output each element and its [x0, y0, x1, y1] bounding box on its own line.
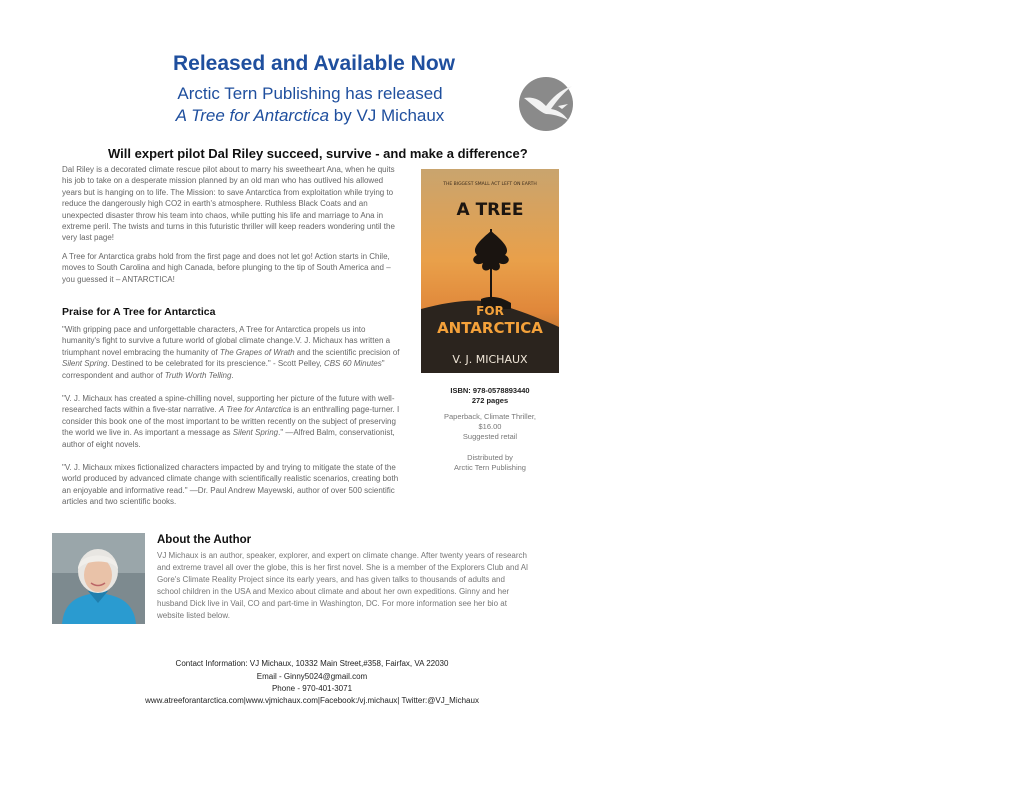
q1-e: . Destined to be celebrated for its prescience." - Scott Pelley, — [107, 359, 324, 369]
contact-email: Email - Ginny5024@gmail.com — [256, 672, 368, 681]
contact-phone: Phone - 970-401-3071 — [271, 684, 353, 693]
q2-e: ." —Alfred Balm, conservationist, author of eight novels. — [62, 428, 395, 449]
praise-quote-3: "V. J. Michaux mixes fictionalized characters impacted by and trying to mitigate the state of the world produced by advanced climate change with scientifically realistic scenarios, creating both an enjoyable and informative read." —Dr. Paul Andrew Mayewski, author of over 500 scientific articles and two scientific books. — [62, 463, 399, 507]
q2-a: "V. J. Michaux has created a spine-chilling novel, supporting her picture of the future with well-researched facts within a five-star narrative. — [62, 394, 395, 415]
book-cover — [421, 169, 559, 373]
price-note: Suggested retail — [462, 432, 518, 441]
arctic-tern-logo-icon — [518, 76, 574, 132]
q1-h: Truth Worth Telling — [164, 370, 232, 380]
q1-a: "With gripping pace and unforgettable characters, A Tree for Antarctica propels us into humanity's fight to survive a future world of global climate change.V. J. Michaux has written a triumphant novel embracing the humanity of — [62, 325, 391, 357]
q1-d: Silent Spring — [62, 359, 108, 369]
synopsis-paragraph-2: A Tree for Antarctica grabs hold from the first page and does not let go! Action starts in Chile, moves to South Carolina and high Canada, before plunging to the tip of South America and – you guessed it – ANTARCTICA! — [62, 252, 391, 284]
author-portrait — [52, 533, 145, 624]
isbn-block — [421, 386, 559, 406]
format: Paperback, Climate Thriller, — [444, 412, 536, 421]
q1-b: The Grapes of Wrath — [219, 347, 295, 357]
book-title: A Tree for Antarctica — [175, 106, 330, 125]
q2-b: A Tree for Antarctica — [218, 405, 292, 415]
publisher-line: Arctic Tern Publishing has released — [177, 84, 443, 103]
praise-heading: Praise for A Tree for Antarctica — [62, 306, 216, 318]
contact-address: Contact Information: VJ Michaux, 10332 Main Street,#358, Fairfax, VA 22030 — [175, 659, 449, 668]
cover-title-3: ANTARCTICA — [437, 319, 543, 337]
cover-title-2: FOR — [476, 304, 504, 318]
q2-d: Silent Spring — [232, 428, 279, 438]
q2-c: is an enthralling page-turner. I consider this book one of the most important to be written recently on the subject of preserving the world we live in. As important a message as — [62, 405, 400, 438]
headline: Released and Available Now — [172, 52, 456, 75]
price: $16.00 — [478, 422, 502, 431]
praise-quote-2 — [62, 393, 402, 450]
about-text: VJ Michaux is an author, speaker, explorer, and expert on climate change. After twenty years of research and extreme travel all over the globe, this is her first novel. She is a member of the Explorers Club and Al Gore's Climate Reality Project since its early years, and has given talks to thousands of adults and school children in the USA and Mexico about climate and about her own expeditions. Ginny and her husband Dick live in Vail, CO and part-time in Washington, DC. For more information see her bio at website listed below. — [157, 551, 528, 620]
distributed-label: Distributed by — [467, 453, 513, 462]
page-count: 272 pages — [471, 396, 509, 405]
book-info — [421, 412, 559, 442]
cover-title-1: A TREE — [456, 200, 524, 220]
cover-author: V. J. MICHAUX — [452, 353, 528, 366]
isbn: ISBN: 978-0578893440 — [450, 386, 530, 395]
q1-i: . — [231, 370, 234, 380]
distributor: Arctic Tern Publishing — [454, 463, 526, 472]
cover-tagline: THE BIGGEST SMALL ACT LEFT ON EARTH — [443, 182, 537, 187]
by-author: by VJ Michaux — [329, 106, 445, 125]
distribution — [421, 453, 559, 473]
q1-g: " correspondent and author of — [62, 359, 385, 380]
question-heading: Will expert pilot Dal Riley succeed, survive - and make a difference? — [108, 146, 528, 161]
praise-quote-1 — [62, 324, 402, 381]
about-heading: About the Author — [157, 534, 252, 546]
synopsis-paragraph-1: Dal Riley is a decorated climate rescue pilot about to marry his sweetheart Ana, when he quits his job to take on a desperate mission planned by an old man who has outlived his allowed years but is hanging on to life. The Mission: to save Antarctica from exploitation while trying to reduce the dangerously high CO2 in earth's atmosphere. Ruthless Black Coats and an unexpected disaster throw his team into chaos, while putting his life and marriage to Ana in extreme peril. The twists and turns in this futuristic thriller will keep readers wondering until the very last page! — [62, 165, 395, 243]
q1-c: and the scientific precision of — [294, 347, 400, 357]
contact-links: www.atreeforantarctica.com|www.vjmichaux.com|Facebook:/vj.michaux| Twitter:@VJ_Michaux — [145, 696, 479, 705]
q1-f: CBS 60 Minutes — [323, 359, 382, 369]
